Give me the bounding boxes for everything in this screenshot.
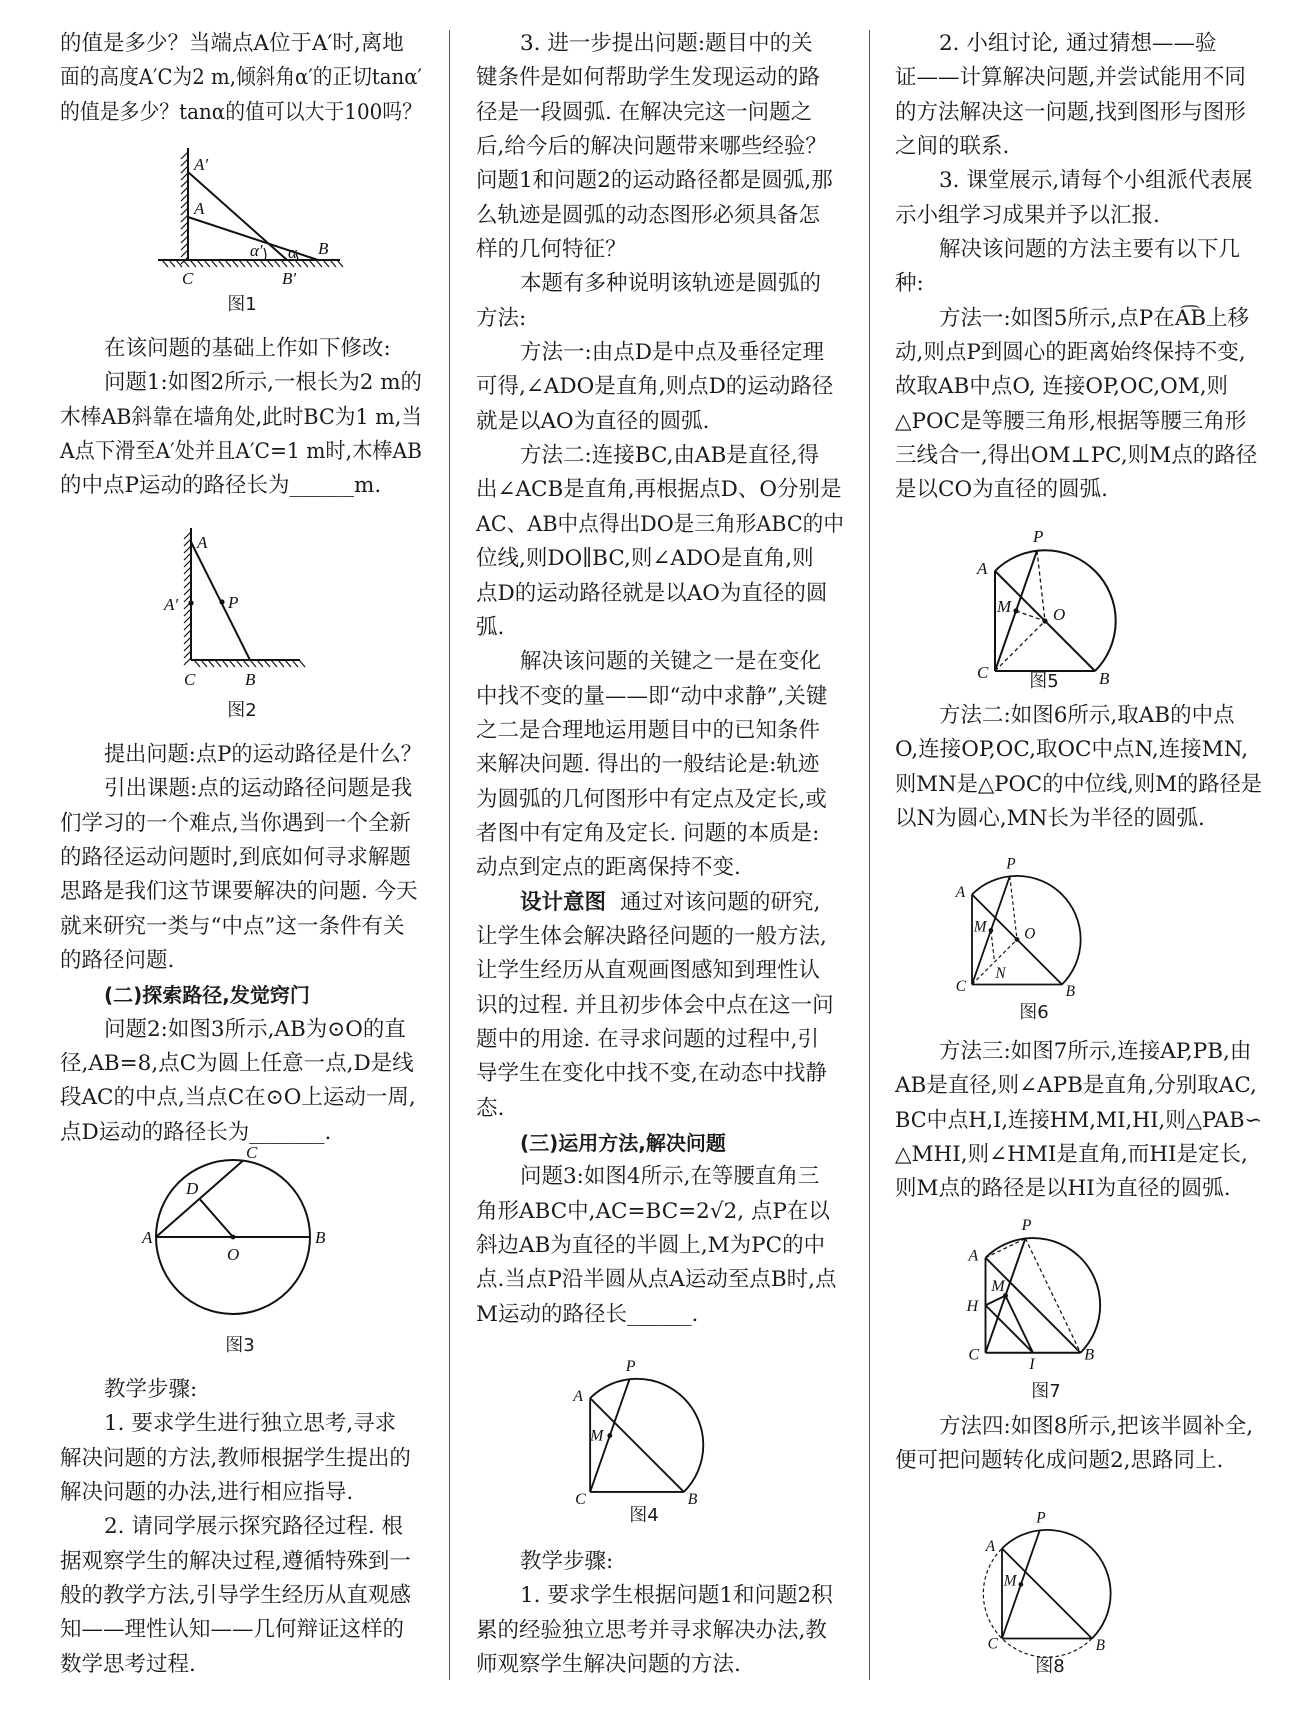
- line-text: 便可把问题转化成问题2,思路同上.: [895, 1448, 1224, 1474]
- text-line: [476, 1126, 844, 1160]
- line-text: AC、AB中点得出DO是三角形ABC的中: [476, 511, 844, 537]
- text-line: [895, 1410, 1262, 1444]
- line-text: 是以CO为直径的圆弧.: [895, 477, 1108, 503]
- line-text: 后,给今后的解决问题带来哪些经验？: [476, 134, 827, 160]
- line-text: 让学生体会解决路径问题的一般方法,: [476, 923, 827, 949]
- col2-steps-text: [476, 1545, 844, 1682]
- label-m: M: [590, 1427, 604, 1445]
- figure-8-caption: 图8: [1035, 1656, 1065, 1677]
- label-b: B: [1084, 1346, 1095, 1364]
- label-o: O: [1053, 605, 1066, 624]
- text-line: [476, 1614, 844, 1648]
- label-b: B: [1099, 669, 1110, 688]
- line-text: 以N为圆心,MN长为半径的圆弧.: [895, 806, 1205, 832]
- col1-intro-text: [60, 27, 422, 130]
- text-line: [476, 817, 844, 851]
- text-line: [476, 267, 844, 301]
- line-text: 出∠ACB是直角,再根据点D、O分别是: [476, 477, 842, 503]
- line-text: 可得,∠ADO是直角,则点D的运动路径: [476, 374, 834, 400]
- text-line: [895, 96, 1262, 130]
- figure-7-diagram: [957, 1215, 1109, 1373]
- label-p: P: [1006, 855, 1016, 873]
- text-line: [60, 1013, 422, 1047]
- col1-explore-text: [60, 738, 422, 1150]
- column-divider: [869, 30, 870, 1680]
- line-text: △MHI,则∠HMI是直角,而HI是定长,: [895, 1142, 1248, 1168]
- column-divider: [449, 30, 450, 1680]
- line-text: 的值是多少？tanα的值可以大于100吗？: [60, 99, 422, 125]
- text-line: [60, 1545, 422, 1579]
- col1-problem1-text: [60, 332, 422, 504]
- text-line: [60, 332, 422, 366]
- line-text: AB是直径,则∠APB是直角,分别取AC,: [895, 1073, 1257, 1099]
- line-text: 就来研究一类与“中点”这一条件有关: [60, 913, 405, 939]
- line-text: 方法:: [476, 305, 527, 331]
- text-line: [476, 336, 844, 370]
- line-text: 3. 课堂展示,请每个小组派代表展: [939, 168, 1253, 194]
- text-line: [895, 733, 1262, 767]
- line-text: 解决该问题的方法主要有以下几: [939, 237, 1241, 263]
- label-m: M: [973, 918, 987, 936]
- label-b: B: [315, 1228, 326, 1247]
- line-text: 1. 要求学生根据问题1和问题2积: [520, 1583, 833, 1609]
- text-line: [895, 1035, 1262, 1069]
- figure-3-caption: 图3: [225, 1335, 255, 1356]
- figure-8-diagram: [975, 1508, 1119, 1655]
- text-line: [476, 1579, 844, 1613]
- lead-label: 设计意图: [520, 889, 607, 915]
- paragraph: [476, 27, 844, 267]
- text-line: [60, 401, 422, 435]
- paragraph: [60, 1510, 422, 1682]
- line-text: 问题1和问题2的运动路径都是圆弧,那: [476, 168, 833, 194]
- line-text: 问题1:如图2所示,一根长为2 m的: [104, 370, 422, 396]
- paragraph: [895, 1410, 1262, 1479]
- paragraph: [476, 439, 844, 645]
- line-text: 态.: [476, 1095, 505, 1121]
- paragraph: [476, 1579, 844, 1682]
- label-c: C: [246, 1143, 258, 1162]
- text-line: [476, 920, 844, 954]
- text-line: [895, 768, 1262, 802]
- text-line: [895, 1172, 1262, 1206]
- line-text: 方法一:由点D是中点及垂径定理: [520, 340, 824, 366]
- line-text: 方法二:连接BC,由AB是直径,得: [520, 443, 820, 469]
- text-line: [895, 699, 1262, 733]
- label-c: C: [977, 663, 989, 682]
- line-text: 师观察学生解决问题的方法.: [476, 1652, 741, 1678]
- line-text: 之间的联系.: [895, 134, 1010, 160]
- paragraph: [476, 336, 844, 439]
- paragraph: [60, 738, 422, 772]
- text-line: [895, 802, 1262, 836]
- text-line: [60, 1407, 422, 1441]
- text-line: [60, 1648, 422, 1682]
- text-line: [60, 1081, 422, 1115]
- line-text: 样的几何特征？: [476, 237, 627, 263]
- line-text: 动,则点P到圆心的距离始终保持不变,: [895, 340, 1246, 366]
- text-line: [60, 807, 422, 841]
- line-text: 键条件是如何帮助学生发现运动的路: [476, 65, 821, 91]
- line-text: 问题3:如图4所示,在等腰直角三: [520, 1164, 820, 1190]
- label-a: A: [985, 1538, 996, 1556]
- text-line: [895, 370, 1262, 404]
- figure-5-caption: 图5: [1029, 671, 1059, 692]
- text-line: [476, 645, 844, 679]
- text-line: [895, 1138, 1262, 1172]
- line-text: 提出问题:点P的运动路径是什么？: [104, 742, 422, 767]
- text-line: [476, 1160, 844, 1194]
- label-m: M: [1003, 1572, 1017, 1590]
- text-line: [60, 435, 422, 469]
- line-text: (二)探索路径,发觉窍门: [104, 983, 310, 1008]
- line-text: 段AC的中点,当点C在⊙O上运动一周,: [60, 1085, 416, 1111]
- text-line: [895, 1444, 1262, 1478]
- label-b-prime: B′: [282, 269, 297, 288]
- text-line: [895, 302, 1262, 336]
- figure-1-ladder-diagram: [140, 140, 350, 290]
- text-line: [476, 851, 844, 885]
- figure-3-circle-diagram: [140, 1143, 330, 1330]
- label-b: B: [318, 239, 329, 258]
- text-line: [476, 542, 844, 576]
- text-line: [60, 738, 422, 772]
- label-o: O: [227, 1245, 240, 1264]
- line-text: 故取AB中点O, 连接OP,OC,OM,则: [895, 374, 1229, 400]
- label-b: B: [1065, 983, 1075, 1001]
- figure-2-stick-diagram: [160, 520, 310, 695]
- col3-method1-text: [895, 27, 1262, 508]
- label-a-prime: A′: [164, 595, 179, 614]
- text-line: [60, 469, 422, 503]
- line-text: 引出课题:点的运动路径问题是我: [104, 776, 413, 802]
- line-text: 解决问题的办法,进行相应指导.: [60, 1480, 354, 1506]
- text-line: [476, 508, 844, 542]
- text-line: [476, 748, 844, 782]
- label-a: A: [142, 1228, 153, 1247]
- text-line: [60, 96, 422, 130]
- line-text: 数学思考过程.: [60, 1651, 196, 1677]
- label-o: O: [1024, 925, 1036, 943]
- paragraph: [60, 332, 422, 366]
- line-text: 问题2:如图3所示,AB为⊙O的直: [104, 1016, 406, 1042]
- paragraph: [476, 1545, 844, 1579]
- text-line: [60, 1476, 422, 1510]
- text-line: [476, 1195, 844, 1229]
- paragraph: [60, 1373, 422, 1407]
- label-p: P: [228, 593, 239, 612]
- line-text: 么轨迹是圆弧的动态图形必须具备怎: [476, 202, 821, 228]
- line-text: 解决该问题的关键之一是在变化: [520, 649, 822, 675]
- text-line: [895, 473, 1262, 507]
- figure-4-semicircle-diagram: [562, 1356, 712, 1509]
- text-line: [476, 783, 844, 817]
- label-h: H: [966, 1297, 979, 1315]
- text-line: [895, 267, 1262, 301]
- label-a: A: [194, 199, 205, 218]
- text-line: [476, 680, 844, 714]
- paragraph: [476, 1160, 844, 1332]
- label-i: I: [1029, 1355, 1035, 1373]
- line-text: 示小组学习成果并予以汇报.: [895, 202, 1160, 228]
- label-p: P: [1036, 1509, 1046, 1527]
- text-line: [895, 130, 1262, 164]
- label-a: A: [955, 884, 966, 902]
- line-text: 据观察学生的解决过程,遵循特殊到一: [60, 1548, 411, 1574]
- text-line: [895, 27, 1262, 61]
- text-line: [476, 370, 844, 404]
- text-line: [476, 1648, 844, 1682]
- paragraph: [895, 164, 1262, 233]
- line-text: 解决问题的方法,教师根据学生提出的: [60, 1445, 411, 1471]
- figure-4-caption: 图4: [629, 1505, 659, 1526]
- col1-steps-text: [60, 1373, 422, 1682]
- text-line: [60, 27, 422, 61]
- text-line: [476, 1263, 844, 1297]
- paragraph: [476, 645, 844, 885]
- paragraph: [60, 1013, 422, 1150]
- col3-method4-text: [895, 1410, 1262, 1479]
- label-a-prime: A′: [194, 155, 209, 174]
- text-line: [476, 27, 844, 61]
- paragraph: [895, 233, 1262, 302]
- text-line: [476, 1023, 844, 1057]
- line-text: 方法四:如图8所示,把该半圆补全,: [939, 1414, 1254, 1439]
- line-text: A点下滑至A′处并且A′C=1 m时,木棒AB: [60, 439, 422, 465]
- line-text: 的路径运动问题时,到底如何寻求解题: [60, 845, 411, 871]
- line-text: O,连接OP,OC,取OC中点N,连接MN,: [895, 737, 1249, 763]
- paragraph: [895, 1035, 1262, 1207]
- text-line: [476, 199, 844, 233]
- line-text: 在该问题的基础上作如下修改:: [104, 336, 391, 361]
- label-m: M: [997, 597, 1012, 616]
- label-alpha: α: [288, 243, 297, 262]
- text-line: [895, 199, 1262, 233]
- line-text: 动点到定点的距离保持不变.: [476, 855, 741, 881]
- text-line: [60, 978, 422, 1012]
- col2-main-text: [476, 27, 844, 1332]
- text-line: [476, 302, 844, 336]
- line-text: 为圆弧的几何图形中有定点及定长,或: [476, 786, 827, 812]
- text-line: [895, 233, 1262, 267]
- line-text: 中找不变的量——即“动中求静”,关键: [476, 683, 828, 709]
- label-p: P: [1033, 527, 1044, 546]
- line-text: 的中点P运动的路径长为______m.: [60, 473, 382, 499]
- text-line: [476, 1229, 844, 1263]
- line-text: 种:: [895, 271, 924, 297]
- paragraph: [60, 366, 422, 503]
- text-line: [476, 96, 844, 130]
- paragraph: [895, 699, 1262, 836]
- text-line: [476, 1057, 844, 1091]
- text-line: [476, 164, 844, 198]
- paragraph: [895, 302, 1262, 508]
- text-line: [895, 336, 1262, 370]
- text-line: [60, 1116, 422, 1150]
- text-line: [60, 61, 422, 95]
- line-text: 位线,则DO∥BC,则∠ADO是直角,则: [476, 546, 814, 572]
- text-line: [60, 772, 422, 806]
- label-alpha-prime: α′: [250, 241, 263, 260]
- text-line: [476, 714, 844, 748]
- section-heading: [476, 1126, 844, 1160]
- text-line: [895, 405, 1262, 439]
- text-line: [476, 886, 844, 920]
- line-text: M运动的路径长______.: [476, 1301, 699, 1327]
- line-text: 角形ABC中,AC=BC=2√2, 点P在以: [476, 1198, 830, 1224]
- line-text: 题中的用途. 在寻求问题的过程中,引: [476, 1026, 820, 1052]
- line-text: 的值是多少？当端点A位于A′时,离地: [60, 31, 404, 56]
- text-line: [60, 1373, 422, 1407]
- text-line: [895, 1069, 1262, 1103]
- text-line: [60, 1579, 422, 1613]
- text-line: [60, 1442, 422, 1476]
- text-line: [60, 1510, 422, 1544]
- text-line: [476, 473, 844, 507]
- label-a: A: [197, 533, 208, 552]
- label-b: B: [1095, 1637, 1105, 1655]
- line-text: 2. 小组讨论, 通过猜想——验: [939, 31, 1217, 56]
- label-b: B: [245, 670, 256, 689]
- line-text: 点D的运动路径就是以AO为直径的圆: [476, 580, 828, 606]
- label-a: A: [977, 559, 988, 578]
- paragraph: [476, 267, 844, 336]
- label-m: M: [991, 1278, 1005, 1295]
- text-line: [476, 954, 844, 988]
- paragraph: [60, 27, 422, 130]
- line-text: △POC是等腰三角形,根据等腰三角形: [895, 408, 1247, 434]
- text-line: [60, 910, 422, 944]
- label-c: C: [575, 1491, 586, 1509]
- label-c: C: [182, 269, 194, 288]
- line-text: 们学习的一个难点,当你遇到一个全新: [60, 810, 411, 836]
- paragraph: [895, 27, 1262, 164]
- figure-5-diagram: [965, 526, 1125, 686]
- figure-6-caption: 图6: [1019, 1002, 1049, 1023]
- text-line: [60, 1047, 422, 1081]
- line-text: 的方法解决这一问题,找到图形与图形: [895, 99, 1246, 125]
- section-heading: [60, 978, 422, 1012]
- label-a: A: [968, 1247, 979, 1265]
- line-text: 证——计算解决问题,并尝试能用不同: [895, 65, 1246, 91]
- line-text: 者图中有定角及定长. 问题的本质是:: [476, 820, 820, 846]
- label-a: A: [573, 1388, 583, 1405]
- text-line: [60, 875, 422, 909]
- line-text: 3. 进一步提出问题:题目中的关: [520, 31, 813, 56]
- line-text: 三线合一,得出OM⊥PC,则M点的路径: [895, 443, 1258, 469]
- line-text: 径,AB=8,点C为圆上任意一点,D是线: [60, 1051, 414, 1077]
- text-line: [60, 1613, 422, 1647]
- label-c: C: [184, 670, 196, 689]
- line-text: 径是一段圆弧. 在解决完这一问题之: [476, 99, 813, 125]
- text-line: [60, 841, 422, 875]
- label-p: P: [625, 1358, 636, 1375]
- line-text: 点.当点P沿半圆从点A运动至点B时,点: [476, 1267, 837, 1293]
- line-text: BC中点H,I,连接HM,MI,HI,则△PAB∽: [895, 1107, 1262, 1133]
- text-line: [476, 439, 844, 473]
- line-text: 通过对该问题的研究,: [620, 889, 821, 915]
- text-line: [476, 233, 844, 267]
- line-text: 斜边AB为直径的半圆上,M为PC的中: [476, 1233, 826, 1259]
- col3-method3-text: [895, 1035, 1262, 1207]
- label-p: P: [1021, 1217, 1032, 1235]
- text-line: [476, 611, 844, 645]
- text-line: [476, 1092, 844, 1126]
- line-text: 识的过程. 并且初步体会中点在这一问: [476, 992, 834, 1018]
- line-text: 点D运动的路径长为_______.: [60, 1119, 332, 1145]
- paragraph: [476, 886, 844, 1126]
- line-text: 累的经验独立思考并寻求解决办法,教: [476, 1617, 827, 1643]
- text-line: [895, 61, 1262, 95]
- line-text: 方法二:如图6所示,取AB的中点: [939, 703, 1235, 728]
- figure-6-diagram: [945, 854, 1089, 1001]
- line-text: 方法一:如图5所示,点P在A͡B上移: [939, 305, 1250, 331]
- line-text: 1. 要求学生进行独立思考,寻求: [104, 1411, 397, 1437]
- line-text: (三)运用方法,解决问题: [520, 1131, 726, 1155]
- line-text: 让学生经历从直观画图感知到理性认: [476, 958, 821, 984]
- line-text: 思路是我们这节课要解决的问题. 今天: [60, 879, 418, 905]
- line-text: 则MN是△POC的中位线,则M的路径是: [895, 771, 1262, 797]
- line-text: 的路径问题.: [60, 948, 175, 974]
- text-line: [60, 944, 422, 978]
- line-text: 本题有多种说明该轨迹是圆弧的: [520, 271, 822, 297]
- line-text: 方法三:如图7所示,连接AP,PB,由: [939, 1039, 1252, 1064]
- line-text: 则M点的路径是以HI为直径的圆弧.: [895, 1176, 1231, 1202]
- label-c: C: [955, 977, 967, 995]
- line-text: 教学步骤:: [520, 1549, 614, 1574]
- text-line: [895, 1104, 1262, 1138]
- figure-7-caption: 图7: [1031, 1381, 1061, 1402]
- text-line: [476, 989, 844, 1023]
- paragraph: [60, 772, 422, 978]
- text-line: [60, 366, 422, 400]
- text-line: [476, 405, 844, 439]
- text-line: [895, 439, 1262, 473]
- text-line: [476, 1545, 844, 1579]
- text-line: [476, 577, 844, 611]
- line-text: 教学步骤:: [104, 1377, 198, 1402]
- text-line: [476, 130, 844, 164]
- line-text: 来解决问题. 得出的一般结论是:轨迹: [476, 752, 820, 778]
- label-n: N: [995, 965, 1006, 983]
- figure-1-caption: 图1: [227, 294, 257, 315]
- text-line: [476, 1298, 844, 1332]
- line-text: 知——理性认知——几何辩证这样的: [60, 1617, 405, 1643]
- line-text: 木棒AB斜靠在墙角处,此时BC为1 m,当: [60, 404, 422, 430]
- label-b: B: [687, 1491, 698, 1509]
- figure-2-caption: 图2: [227, 700, 257, 721]
- line-text: 导学生在变化中找不变,在动态中找静: [476, 1061, 827, 1087]
- paragraph: [60, 1407, 422, 1510]
- line-text: 弧.: [476, 614, 505, 640]
- label-c: C: [987, 1635, 998, 1653]
- text-line: [476, 61, 844, 95]
- text-line: [895, 164, 1262, 198]
- col3-method2-text: [895, 699, 1262, 836]
- line-text: 之二是合理地运用题目中的已知条件: [476, 717, 821, 743]
- label-c: C: [968, 1346, 980, 1364]
- label-d: D: [186, 1179, 199, 1198]
- line-text: 2. 请同学展示探究路径过程. 根: [104, 1514, 404, 1540]
- line-text: 就是以AO为直径的圆弧.: [476, 408, 710, 434]
- line-text: 面的高度A′C为2 m,倾斜角α′的正切tanα′: [60, 65, 422, 91]
- line-text: 般的教学方法,引导学生经历从直观感: [60, 1583, 411, 1609]
